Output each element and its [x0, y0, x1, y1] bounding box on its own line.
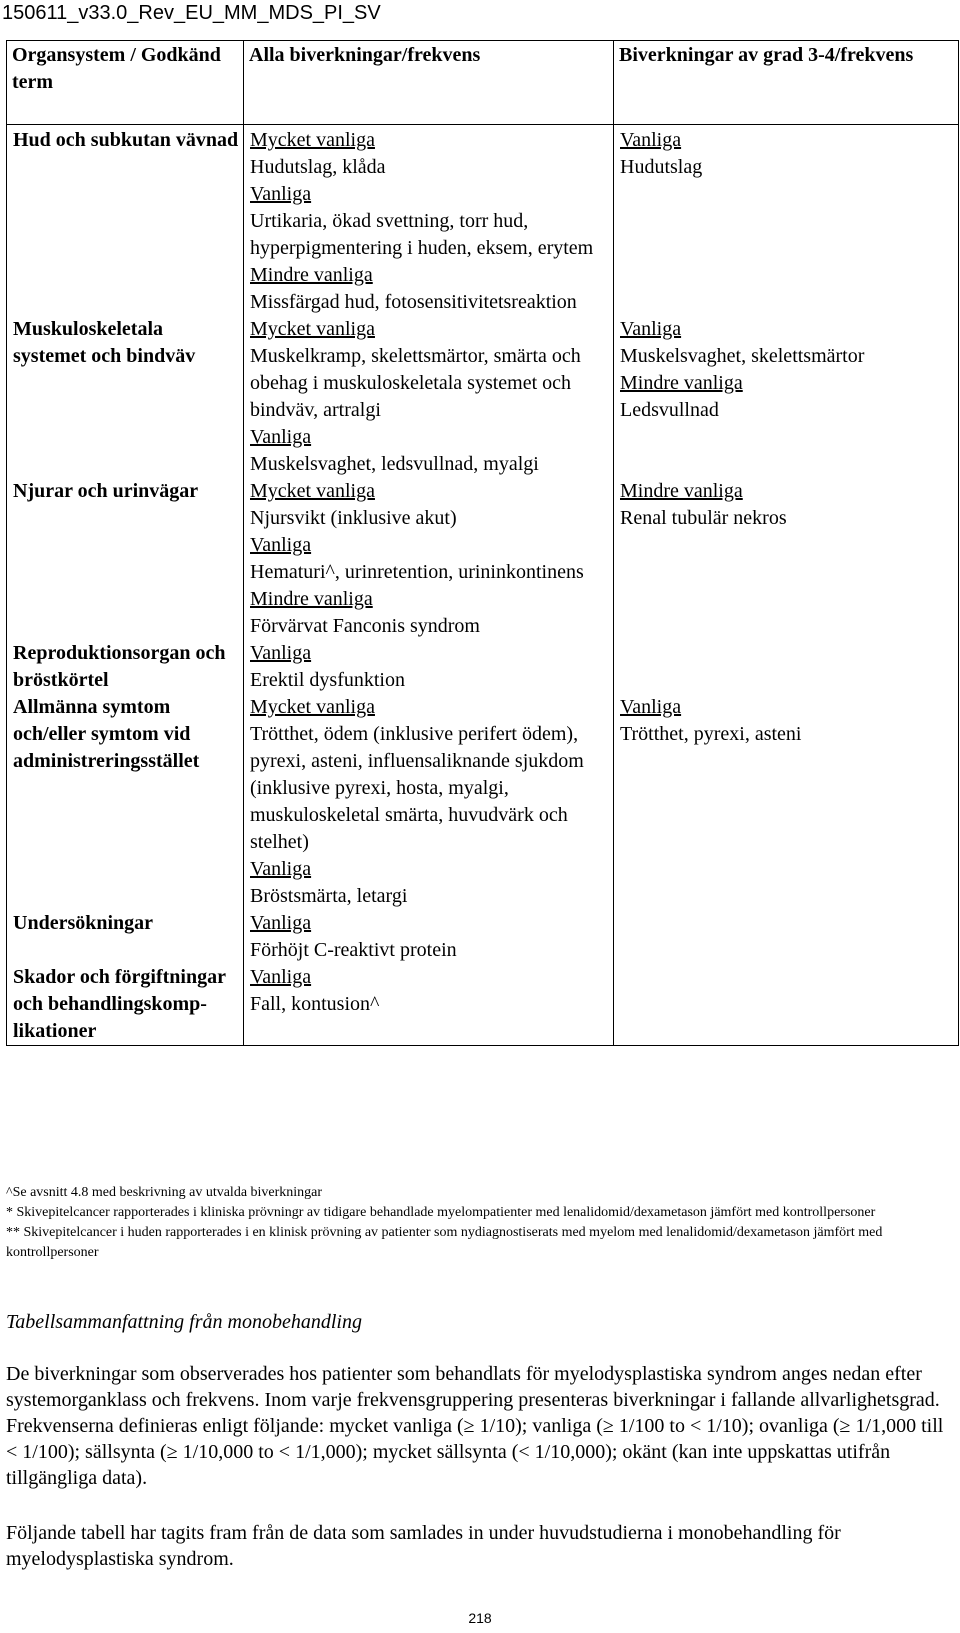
table-row	[7, 478, 959, 640]
table-row	[7, 910, 959, 964]
header-grade-3-4: Biverkningar av grad 3-4/frekvens	[614, 41, 959, 125]
grade-3-4-cell	[614, 910, 959, 964]
all-reactions-cell	[244, 910, 614, 964]
frequency-label: Mycket vanliga	[250, 318, 375, 340]
reaction-terms: Renal tubulär nekros	[620, 507, 787, 529]
table-row	[7, 316, 959, 478]
frequency-label: Mindre vanliga	[620, 480, 743, 502]
grade-3-4-cell	[614, 125, 959, 317]
footnote: * Skivepitelcancer rapporterades i kliniska prövningr av tidigare behandlade myelompatienter med lenalidomid/dexametason jämfört med kontrollpersoner	[6, 1205, 876, 1220]
reaction-terms: Hudutslag, klåda	[250, 156, 386, 178]
adverse-reactions-table	[6, 40, 959, 1046]
frequency-label: Mindre vanliga	[250, 264, 373, 286]
document-header: 150611_v33.0_Rev_EU_MM_MDS_PI_SV	[2, 2, 381, 24]
reaction-terms: Muskelkramp, skelettsmärtor, smärta och obehag i muskuloskeletala systemet och bindväv, artralgi	[250, 345, 581, 421]
reaction-terms: Trötthet, pyrexi, asteni	[620, 723, 802, 745]
organ-system-cell: Skador och förgiftningar och behandlingskomp-likationer	[7, 964, 244, 1046]
organ-system-cell: Hud och subkutan vävnad	[7, 125, 244, 317]
frequency-label: Vanliga	[250, 858, 312, 880]
frequency-label: Mindre vanliga	[250, 588, 373, 610]
frequency-label: Vanliga	[250, 426, 312, 448]
table-row	[7, 125, 959, 317]
organ-system-cell: Njurar och urinvägar	[7, 478, 244, 640]
reaction-terms: Muskelsvaghet, skelettsmärtor	[620, 345, 865, 367]
organ-system-cell: Undersökningar	[7, 910, 244, 964]
header-organ-system: Organsystem / Godkänd term	[7, 41, 244, 125]
table-row	[7, 694, 959, 910]
footnote: ** Skivepitelcancer i huden rapporterades i en klinisk prövning av patienter som nydiagnostiserats med myelom med lenalidomid/dexametason jämfört med kontrollpersoner	[6, 1225, 883, 1260]
reaction-terms: Erektil dysfunktion	[250, 669, 405, 691]
reaction-terms: Njursvikt (inklusive akut)	[250, 507, 457, 529]
reaction-terms: Fall, kontusion^	[250, 993, 380, 1015]
all-reactions-cell	[244, 316, 614, 478]
frequency-label: Vanliga	[620, 318, 682, 340]
reaction-terms: Urtikaria, ökad svettning, torr hud, hyperpigmentering i huden, eksem, erytem	[250, 210, 594, 259]
all-reactions-cell	[244, 478, 614, 640]
section-title: Tabellsammanfattning från monobehandling	[6, 1311, 362, 1333]
footnotes	[6, 1183, 956, 1263]
paragraph-frequency-definitions: De biverkningar som observerades hos patienter som behandlats för myelodysplastiska syndrom anges nedan efter systemorganklass och frekvens. Inom varje frekvensgruppering presenteras biverkningar i fallande allvarlighetsgrad. Frekvenserna definieras enligt följande: mycket vanliga (≥ 1/10); vanliga (≥ 1/100 to < 1/10); ovanliga (≥ 1/1,000 till < 1/100); sällsynta (≥ 1/10,000 to < 1/1,000); mycket sällsynta (< 1/10,000); okänt (kan inte uppskattas utifrån tillgängliga data).	[6, 1363, 944, 1489]
grade-3-4-cell	[614, 316, 959, 478]
reaction-terms: Ledsvullnad	[620, 399, 719, 421]
reaction-terms: Förhöjt C-reaktivt protein	[250, 939, 457, 961]
all-reactions-cell	[244, 964, 614, 1046]
reaction-terms: Bröstsmärta, letargi	[250, 885, 408, 907]
frequency-label: Vanliga	[250, 534, 312, 556]
footnote: ^Se avsnitt 4.8 med beskrivning av utvalda biverkningar	[6, 1185, 323, 1200]
frequency-label: Vanliga	[250, 183, 312, 205]
grade-3-4-cell	[614, 694, 959, 910]
frequency-label: Vanliga	[620, 696, 682, 718]
header-all-reactions: Alla biverkningar/frekvens	[244, 41, 614, 125]
reaction-terms: Muskelsvaghet, ledsvullnad, myalgi	[250, 453, 539, 475]
frequency-label: Vanliga	[250, 966, 312, 988]
frequency-label: Mycket vanliga	[250, 696, 375, 718]
reaction-terms: Förvärvat Fanconis syndrom	[250, 615, 480, 637]
page-number: 218	[468, 1610, 492, 1626]
reaction-terms: Missfärgad hud, fotosensitivitetsreaktion	[250, 291, 577, 313]
all-reactions-cell	[244, 640, 614, 694]
organ-system-cell: Muskuloskeletala systemet och bindväv	[7, 316, 244, 478]
reaction-terms: Hudutslag	[620, 156, 703, 178]
frequency-label: Vanliga	[620, 129, 682, 151]
reaction-terms: Trötthet, ödem (inklusive perifert ödem), pyrexi, asteni, influensaliknande sjukdom (inklusive pyrexi, hosta, myalgi, muskuloskeletal smärta, huvudvärk och stelhet)	[250, 723, 584, 853]
frequency-label: Mycket vanliga	[250, 480, 375, 502]
paragraph-table-source: Följande tabell har tagits fram från de data som samlades in under huvudstudierna i monobehandling för myelodysplastiska syndrom.	[6, 1522, 841, 1570]
table-header-row	[7, 41, 959, 125]
all-reactions-cell	[244, 694, 614, 910]
grade-3-4-cell	[614, 478, 959, 640]
all-reactions-cell	[244, 125, 614, 317]
frequency-label: Vanliga	[250, 642, 312, 664]
frequency-label: Mindre vanliga	[620, 372, 743, 394]
organ-system-cell: Reproduktionsorgan och bröstkörtel	[7, 640, 244, 694]
frequency-label: Vanliga	[250, 912, 312, 934]
organ-system-cell: Allmänna symtom och/eller symtom vid administreringsstället	[7, 694, 244, 910]
reaction-terms: Hematuri^, urinretention, urininkontinens	[250, 561, 584, 583]
grade-3-4-cell	[614, 640, 959, 694]
grade-3-4-cell	[614, 964, 959, 1046]
frequency-label: Mycket vanliga	[250, 129, 375, 151]
table-row	[7, 640, 959, 694]
table-row	[7, 964, 959, 1046]
